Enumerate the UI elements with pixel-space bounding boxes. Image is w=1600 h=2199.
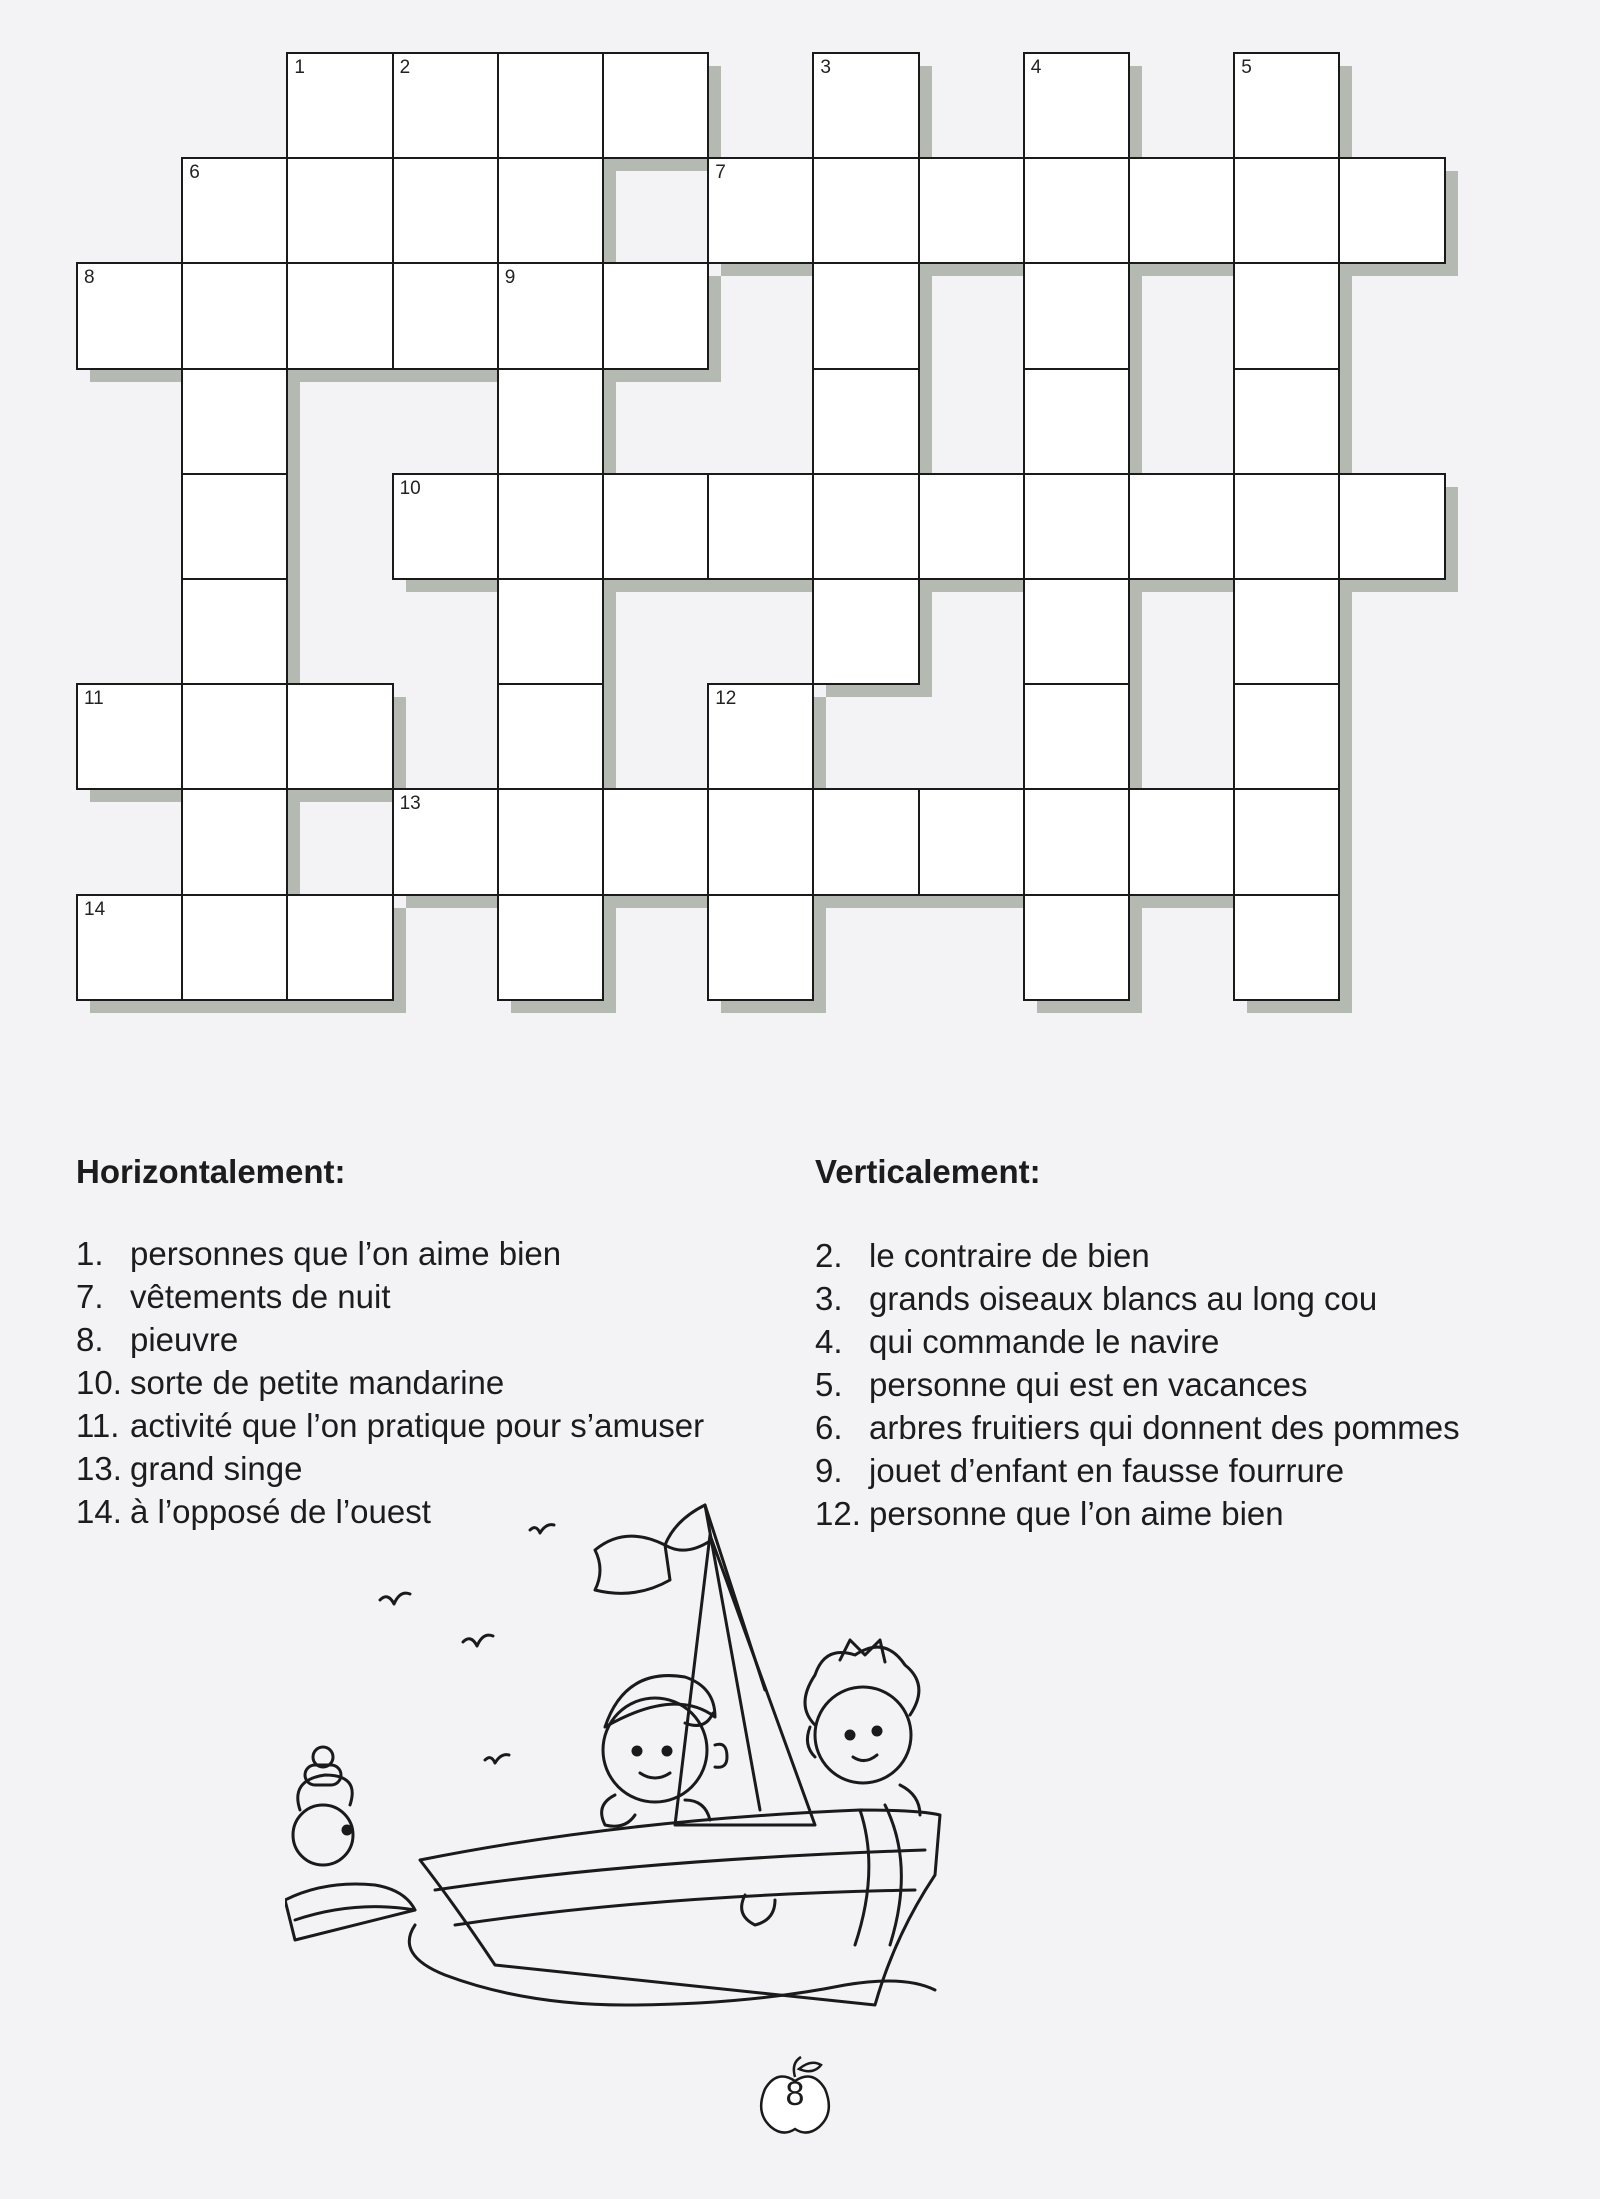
crossword-cell[interactable] (392, 473, 499, 580)
cell-number: 9 (504, 267, 516, 289)
cell-number: 7 (715, 162, 726, 184)
crossword-cell[interactable] (812, 157, 919, 264)
bird-icon (485, 1755, 509, 1763)
clue-number: 5. (815, 1366, 843, 1403)
cell-number: 3 (820, 57, 831, 78)
crossword-cell[interactable] (76, 894, 183, 1001)
crossword-cell[interactable] (602, 52, 709, 159)
crossword-cell[interactable] (286, 52, 393, 159)
clue-text: personne qui est en vacances (869, 1366, 1308, 1403)
clue-text: grand singe (130, 1450, 303, 1487)
clue-text: jouet d’enfant en fausse fourrure (869, 1452, 1345, 1489)
crossword-cell[interactable] (181, 473, 288, 580)
across-clue-list (76, 1232, 776, 1533)
down-clue-list (815, 1234, 1475, 1535)
crossword-cell[interactable] (1233, 262, 1340, 369)
clue-text: le contraire de bien (869, 1237, 1150, 1274)
crossword-cell[interactable] (392, 52, 499, 159)
crossword-cell[interactable] (602, 473, 709, 580)
cell-number: 4 (1030, 57, 1042, 78)
crossword-cell[interactable] (707, 894, 814, 1001)
across-clue (76, 1447, 776, 1490)
crossword-cell[interactable] (76, 683, 183, 790)
crossword-cell[interactable] (1233, 157, 1340, 264)
crossword-cell[interactable] (392, 262, 499, 369)
crossword-cell[interactable] (392, 157, 499, 264)
crossword-cell[interactable] (497, 683, 604, 790)
down-title: Verticalement: (815, 1153, 1041, 1190)
clue-number: 3. (815, 1280, 843, 1317)
clue-text: arbres fruitiers qui donnent des pommes (869, 1409, 1460, 1446)
cell-number: 5 (1241, 57, 1252, 78)
cell-number: 12 (715, 688, 737, 710)
crossword-cell[interactable] (497, 894, 604, 1001)
crossword-cell[interactable] (181, 683, 288, 790)
bird-icon (530, 1525, 554, 1533)
crossword-cell[interactable] (1023, 683, 1130, 790)
crossword-cell[interactable] (497, 473, 604, 580)
clue-number: 12. (815, 1495, 861, 1532)
crossword-cell[interactable] (707, 157, 814, 264)
page-number: 8 (785, 2075, 805, 2113)
crossword-cell[interactable] (1338, 157, 1445, 264)
crossword-cell[interactable] (1233, 683, 1340, 790)
crossword-cell[interactable] (76, 262, 183, 369)
clue-text: à l’opposé de l’ouest (130, 1493, 431, 1530)
crossword-cell[interactable] (707, 473, 814, 580)
cell-number: 2 (399, 57, 411, 78)
clue-text: pieuvre (130, 1321, 239, 1358)
crossword-cell[interactable] (1023, 894, 1130, 1001)
crossword-cell[interactable] (1338, 473, 1445, 580)
across-clue (76, 1275, 776, 1318)
clue-number: 7. (76, 1278, 104, 1315)
crossword-cell[interactable] (181, 578, 288, 685)
clue-number: 10. (76, 1364, 122, 1401)
crossword-cell[interactable] (286, 894, 393, 1001)
crossword-cell[interactable] (392, 788, 499, 895)
crossword-cell[interactable] (602, 262, 709, 369)
down-clue (815, 1320, 1475, 1363)
crossword-cell[interactable] (497, 368, 604, 475)
down-clue (815, 1363, 1475, 1406)
crossword-cell[interactable] (1023, 368, 1130, 475)
crossword-cell[interactable] (1128, 473, 1235, 580)
crossword-cell[interactable] (602, 788, 709, 895)
clue-text: personnes que l’on aime bien (130, 1235, 562, 1272)
down-clue (815, 1406, 1475, 1449)
bird-icon (380, 1593, 410, 1604)
crossword-cell[interactable] (1128, 788, 1235, 895)
clue-text: sorte de petite mandarine (130, 1364, 505, 1401)
clue-text: activité que l’on pratique pour s’amuser (130, 1407, 705, 1444)
crossword-cell[interactable] (1233, 894, 1340, 1001)
crossword-cell[interactable] (1233, 578, 1340, 685)
crossword-cell[interactable] (918, 473, 1025, 580)
crossword-cell[interactable] (181, 157, 288, 264)
crossword-cell[interactable] (181, 788, 288, 895)
crossword-cell[interactable] (707, 683, 814, 790)
crossword-cell[interactable] (812, 368, 919, 475)
crossword-cell[interactable] (286, 157, 393, 264)
cell-number: 6 (189, 162, 200, 184)
crossword-cell[interactable] (918, 788, 1025, 895)
across-clue (76, 1404, 776, 1447)
down-clue (815, 1234, 1475, 1277)
crossword-cell[interactable] (812, 262, 919, 369)
clue-number: 6. (815, 1409, 843, 1446)
crossword-cell[interactable] (181, 262, 288, 369)
crossword-cell[interactable] (286, 683, 393, 790)
crossword-cell[interactable] (918, 157, 1025, 264)
cell-number: 13 (399, 793, 421, 815)
crossword-grid (0, 0, 1600, 1040)
crossword-cell[interactable] (1023, 578, 1130, 685)
crossword-cell[interactable] (497, 262, 604, 369)
crossword-cell[interactable] (286, 262, 393, 369)
crossword-cell[interactable] (1233, 52, 1340, 159)
bird-icon (463, 1635, 493, 1646)
crossword-cell[interactable] (1023, 788, 1130, 895)
crossword-cell[interactable] (181, 894, 288, 1001)
across-clue (76, 1318, 776, 1361)
clue-number: 8. (76, 1321, 104, 1358)
clue-text: qui commande le navire (869, 1323, 1220, 1360)
crossword-cell[interactable] (707, 788, 814, 895)
clue-text: grands oiseaux blancs au long cou (869, 1280, 1378, 1317)
crossword-cell[interactable] (1023, 157, 1130, 264)
across-clue (76, 1361, 776, 1404)
crossword-cell[interactable] (812, 473, 919, 580)
crossword-cell[interactable] (497, 52, 604, 159)
crossword-cell[interactable] (497, 788, 604, 895)
crossword-cell[interactable] (1233, 473, 1340, 580)
down-clue (815, 1449, 1475, 1492)
cell-number: 11 (84, 688, 104, 710)
clue-number: 9. (815, 1452, 843, 1489)
crossword-cell[interactable] (812, 578, 919, 685)
crossword-cell[interactable] (497, 578, 604, 685)
cell-number: 14 (84, 898, 106, 920)
clue-number: 13. (76, 1450, 122, 1487)
crossword-cell[interactable] (181, 368, 288, 475)
clue-text: personne que l’on aime bien (869, 1495, 1284, 1532)
crossword-cell[interactable] (497, 157, 604, 264)
crossword-cell[interactable] (1233, 788, 1340, 895)
crossword-cell[interactable] (1233, 368, 1340, 475)
across-clue (76, 1232, 776, 1275)
cell-number: 8 (84, 267, 95, 289)
cell-number: 1 (294, 57, 305, 78)
clue-number: 14. (76, 1493, 122, 1530)
down-clue (815, 1277, 1475, 1320)
crossword-cell[interactable] (1128, 157, 1235, 264)
clue-number: 1. (76, 1235, 104, 1272)
crossword-cell[interactable] (1023, 52, 1130, 159)
across-title: Horizontalement: (76, 1153, 346, 1190)
clue-number: 4. (815, 1323, 843, 1360)
clue-text: vêtements de nuit (130, 1278, 391, 1315)
crossword-cell[interactable] (1023, 473, 1130, 580)
clue-number: 11. (76, 1407, 120, 1444)
crossword-cell[interactable] (812, 52, 919, 159)
crossword-cell[interactable] (1023, 262, 1130, 369)
children-sailboat-illustration (285, 1495, 985, 2015)
cell-number: 10 (399, 477, 421, 499)
clue-number: 2. (815, 1237, 843, 1274)
crossword-cell[interactable] (812, 788, 919, 895)
